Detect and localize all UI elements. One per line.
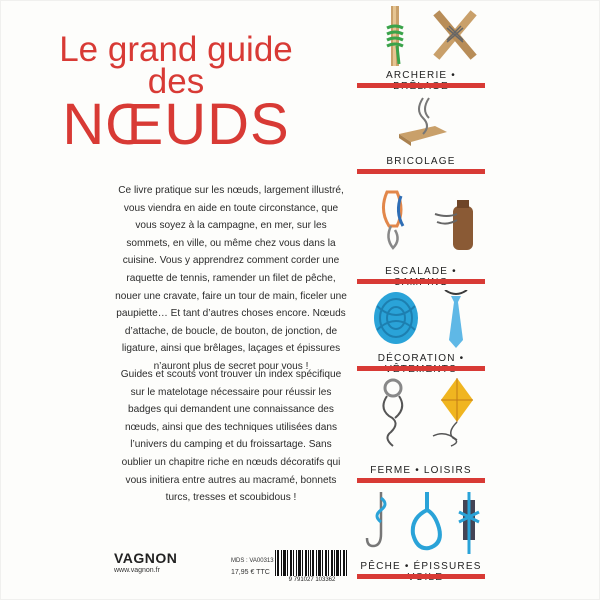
turks-head-mat-icon	[371, 290, 421, 346]
product-sku: MDS : VA00313	[231, 558, 274, 564]
description-paragraph-1: Ce livre pratique sur les nœuds, largement illustré, vous viendra en aide en toute circonstance, que vous soyez à la campagne, en mer, sur les sommets, en ville, ou même chez vous dans la cuisine. Vous y apprendrez comment corder une raquette de tennis, ramender un filet de pêche, nouer une cravate, faire un tour de main, ficeler une paupiette… Et tant d’autres choses encore. Nœuds d’attache, de boucle, de bouton, de jonction, de ligature, ainsi que brêlages, laçages et épissures n’auront plus de secret pour vous !	[115, 185, 347, 372]
title-line-2: des	[147, 62, 205, 101]
category-divider	[357, 83, 485, 88]
category-decoration-vetements: DÉCORATION •	[377, 353, 465, 364]
price: 17,95 € TTC	[231, 569, 270, 576]
kite-icon	[427, 376, 483, 448]
category-bricolage: BRICOLAGE	[386, 156, 456, 167]
description-paragraph-2: Guides et scouts vont trouver un index spécifique sur le matelotage nécessaire pour réussir les badges qui demandent une connaissance des nœuds, ainsi que des techniques utilisées dans l’univers du camping et du froissartage. Sans oublier un chapitre riche en nœuds décoratifs qui vous initiera entre autres au macramé, bonnets turcs, tresses et scoubidous !	[120, 369, 342, 504]
blue-loop-icon	[405, 492, 449, 554]
publisher-url: www.vagnon.fr	[114, 567, 160, 574]
category-divider	[357, 279, 485, 284]
category-archerie-brelage: ARCHERIE •	[386, 70, 456, 81]
carabiner-icon	[377, 186, 419, 256]
category-divider	[357, 478, 485, 483]
bottle-knot-icon	[433, 196, 479, 256]
publisher-logo: VAGNON	[114, 550, 178, 566]
ring-knot-icon	[373, 376, 415, 448]
title-line-1: Le grand guide	[59, 30, 293, 69]
archery-knot-icon	[375, 6, 415, 66]
category-divider	[357, 574, 485, 579]
plank-knot-icon	[395, 96, 451, 152]
barcode-number: 9 791027 103362	[288, 577, 336, 583]
cleat-icon	[453, 492, 485, 554]
category-divider	[357, 366, 485, 371]
category-escalade-camping: ESCALADE •	[385, 266, 457, 277]
category-divider	[357, 169, 485, 174]
knot-category-column	[357, 0, 600, 600]
barcode-icon	[274, 550, 348, 576]
category-peche-epissures-voile: PÊCHE • ÉPISSURES	[360, 561, 482, 572]
lashing-icon	[429, 6, 483, 64]
title-line-3: NŒUDS	[62, 92, 290, 157]
fishing-hook-icon	[363, 492, 397, 554]
necktie-icon	[441, 290, 471, 350]
category-ferme-loisirs: FERME • LOISIRS	[370, 465, 472, 476]
